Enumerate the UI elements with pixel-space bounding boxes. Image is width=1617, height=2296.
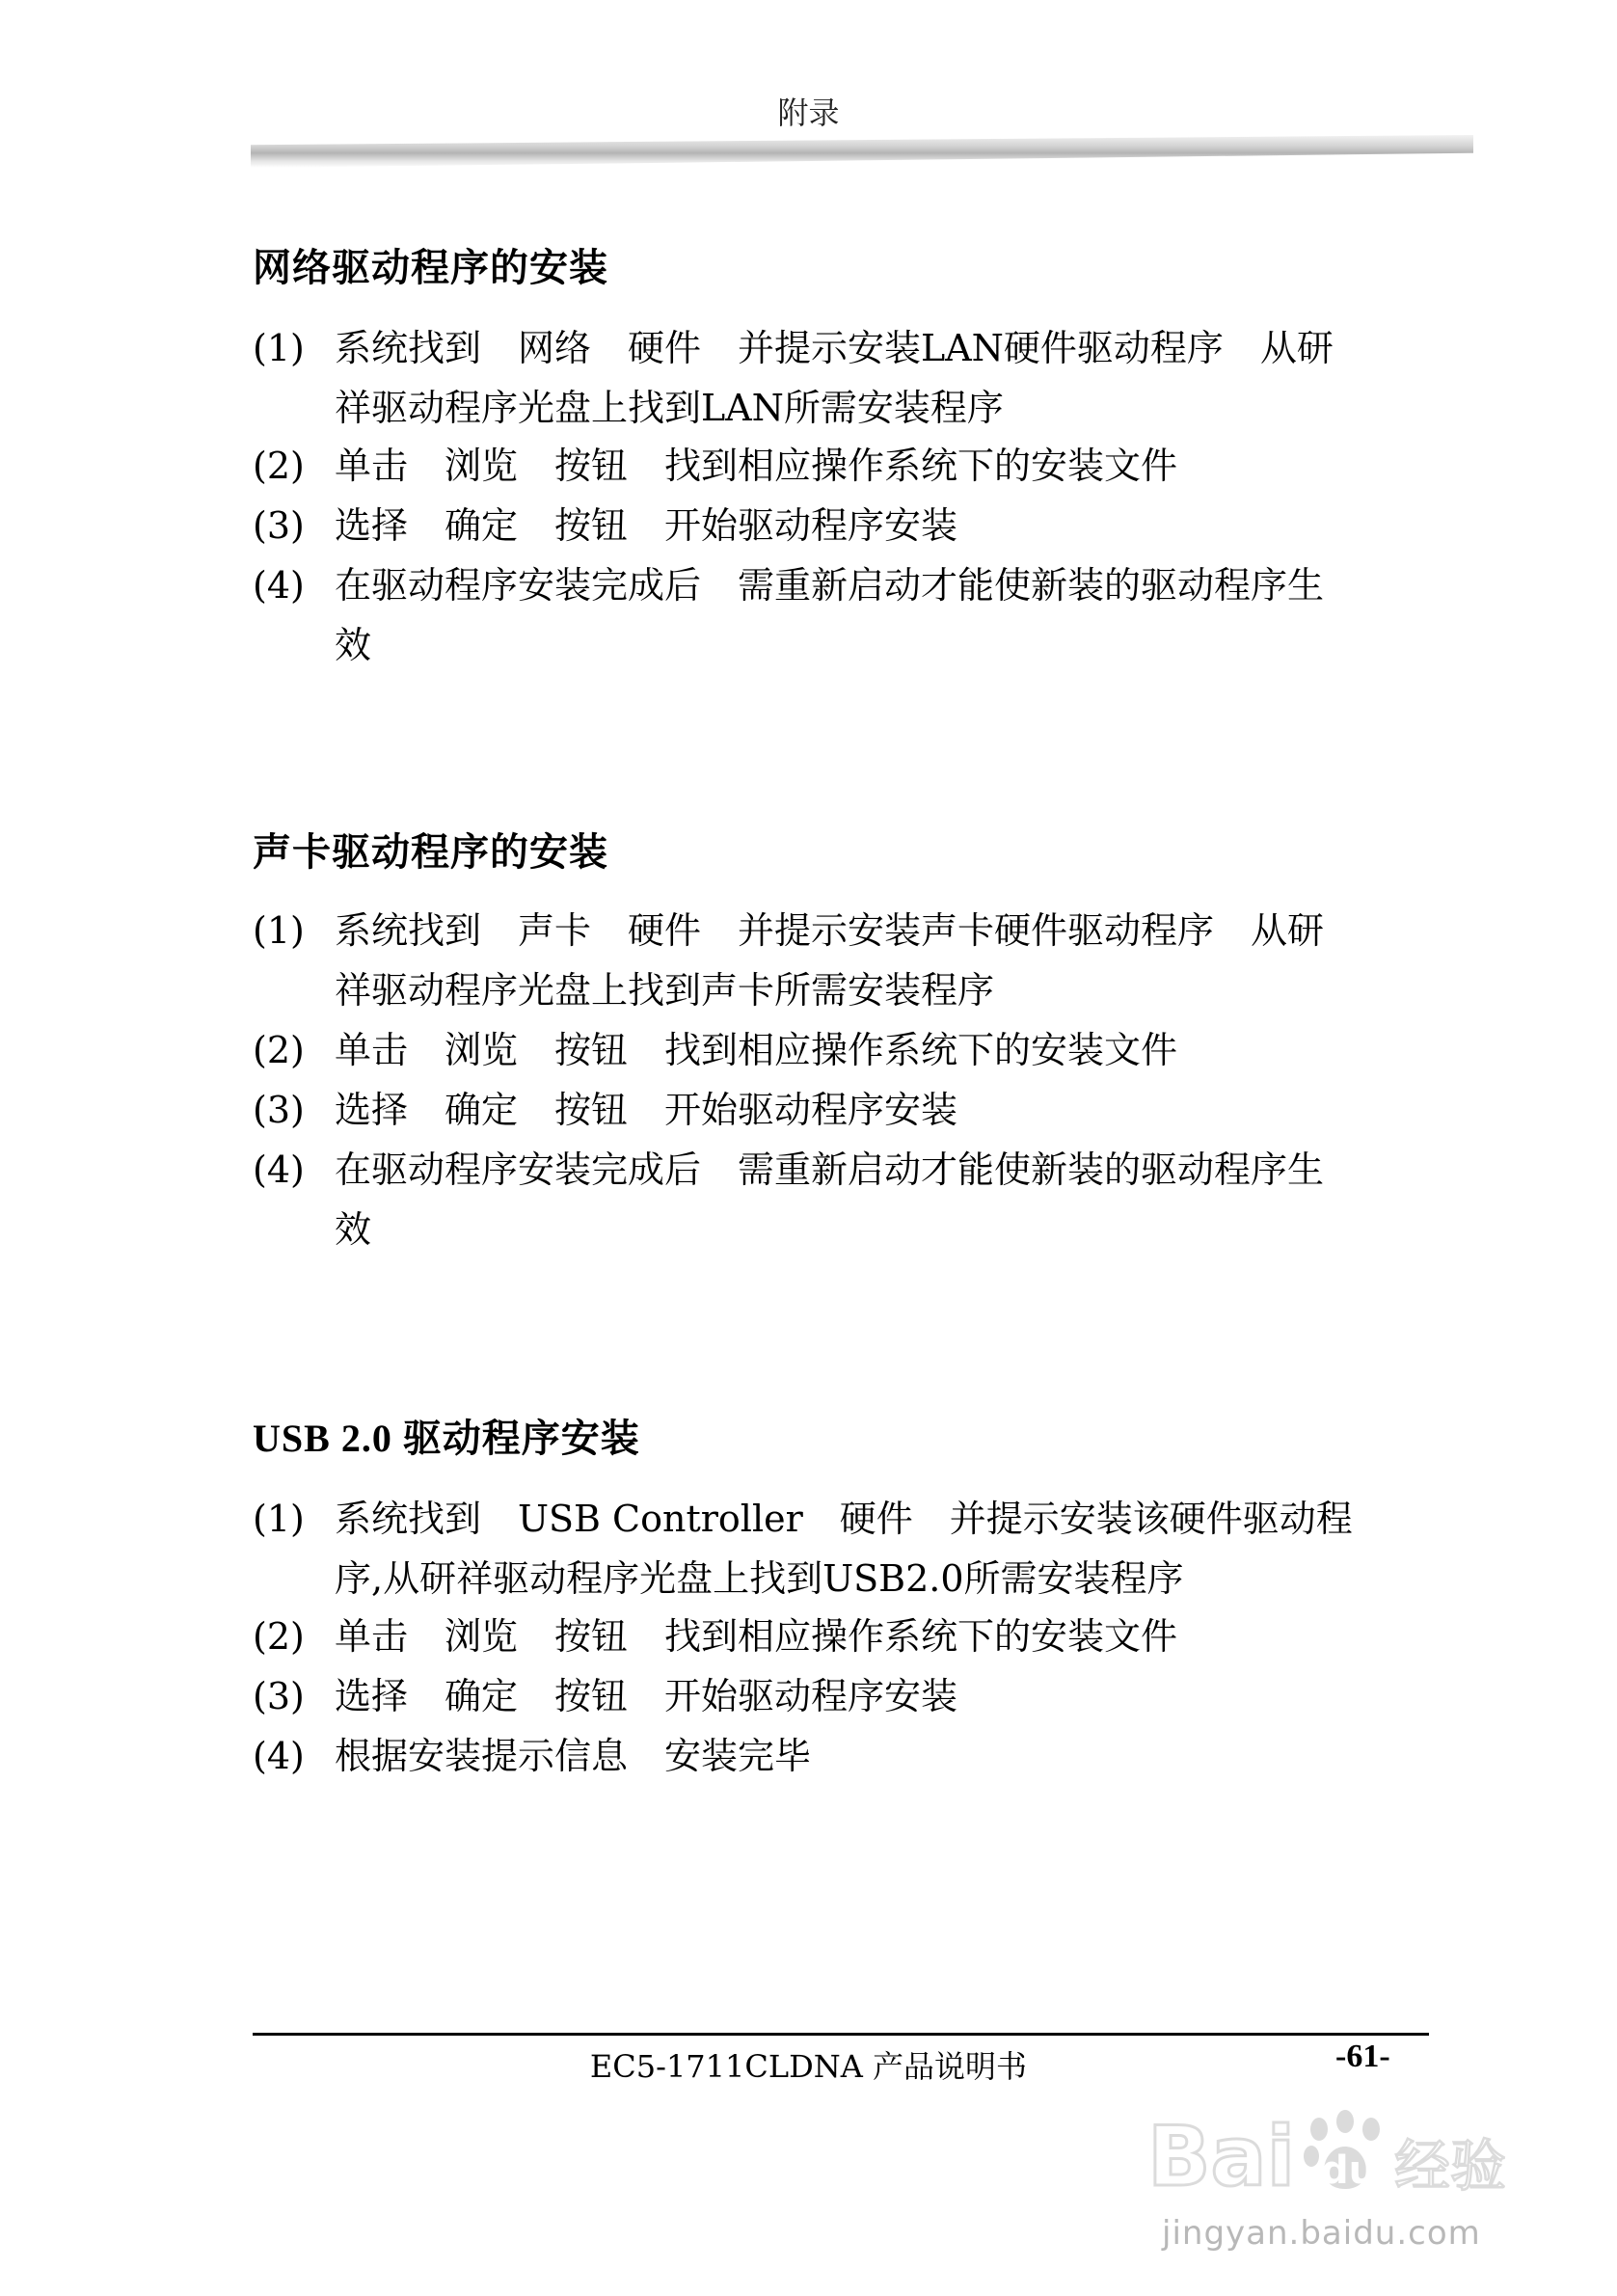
item-number: (4) (253, 1735, 305, 1777)
item-text-line: 效 (335, 624, 372, 666)
item-text-line: 在驱动程序安装完成后 需重新启动才能使新装的驱动程序生 (335, 1148, 1325, 1191)
item-text-line: 在驱动程序安装完成后 需重新启动才能使新装的驱动程序生 (335, 564, 1325, 607)
item-text-line: 效 (335, 1208, 372, 1251)
item-text-line: 系统找到 网络 硬件 并提示安装LAN硬件驱动程序 从研 (335, 327, 1334, 369)
item-number: (2) (253, 445, 305, 487)
item-text-line: 根据安装提示信息 安装完毕 (335, 1735, 812, 1777)
running-header: 附录 (777, 95, 840, 131)
item-number: (3) (253, 1089, 305, 1131)
list-item (253, 496, 1429, 555)
watermark-url: jingyan.baidu.com (1162, 2214, 1481, 2253)
item-text-line: 系统找到 USB Controller 硬件 并提示安装该硬件驱动程 (335, 1498, 1353, 1540)
item-number: (2) (253, 1615, 305, 1658)
item-text-line: 祥驱动程序光盘上找到LAN所需安装程序 (335, 387, 1004, 429)
header-rule (251, 135, 1473, 168)
item-text-line: 单击 浏览 按钮 找到相应操作系统下的安装文件 (335, 445, 1178, 487)
item-text-line: 系统找到 声卡 硬件 并提示安装声卡硬件驱动程序 从研 (335, 909, 1325, 952)
item-text-line: 选择 确定 按钮 开始驱动程序安装 (335, 1675, 958, 1717)
item-text-line: 选择 确定 按钮 开始驱动程序安装 (335, 1089, 958, 1131)
item-text-line: 选择 确定 按钮 开始驱动程序安装 (335, 504, 958, 547)
section-heading-sound-card: 声卡驱动程序的安装 (253, 829, 608, 875)
section-heading-network: 网络驱动程序的安装 (253, 245, 608, 290)
list-item (253, 1666, 1429, 1726)
list-item (253, 555, 1429, 675)
item-number: (4) (253, 564, 305, 607)
item-number: (2) (253, 1029, 305, 1071)
list-item (253, 1080, 1429, 1140)
list-item (253, 436, 1429, 496)
item-text-line: 序,从研祥驱动程序光盘上找到USB2.0所需安装程序 (335, 1557, 1184, 1600)
list-item (253, 1020, 1429, 1080)
svg-text:经验: 经验 (1394, 2133, 1507, 2199)
item-text-line: 祥驱动程序光盘上找到声卡所需安装程序 (335, 969, 995, 1012)
list-item (253, 1607, 1429, 1666)
item-number: (3) (253, 1675, 305, 1717)
footer-rule (253, 2033, 1429, 2036)
section-heading-usb: USB 2.0 驱动程序安装 (253, 1417, 640, 1460)
list-item (253, 1726, 1429, 1786)
svg-text:du: du (1321, 2148, 1377, 2193)
svg-text:Bai: Bai (1147, 2109, 1296, 2205)
item-number: (1) (253, 909, 305, 952)
item-text-line: 单击 浏览 按钮 找到相应操作系统下的安装文件 (335, 1029, 1178, 1071)
item-number: (4) (253, 1148, 305, 1191)
item-number: (1) (253, 327, 305, 369)
item-number: (3) (253, 504, 305, 547)
list-item (253, 1140, 1429, 1259)
footer-manual-title: EC5-1711CLDNA 产品说明书 (589, 2048, 1028, 2085)
item-number: (1) (253, 1498, 305, 1540)
list-item (253, 318, 1429, 438)
page-number: -61- (1335, 2039, 1390, 2074)
item-text-line: 单击 浏览 按钮 找到相应操作系统下的安装文件 (335, 1615, 1178, 1658)
list-item (253, 901, 1429, 1020)
list-item (253, 1489, 1429, 1608)
baidu-watermark-logo-icon (1147, 2100, 1507, 2216)
